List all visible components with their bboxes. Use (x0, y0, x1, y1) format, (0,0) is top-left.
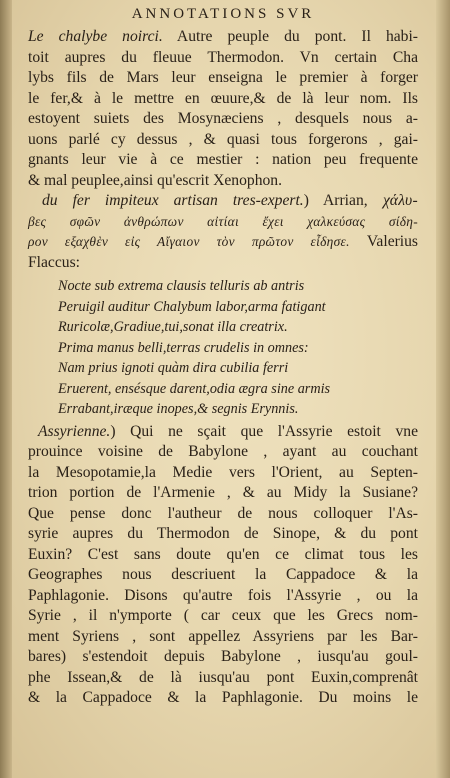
text-line: Flaccus: (28, 253, 80, 271)
verse-line: Ruricolæ,Gradiue,tui,sonat illa creatrix. (58, 319, 288, 335)
text-line: trion portion de l'Armenie , & au Midy la Susiane? (28, 484, 418, 501)
line-text: ) Arrian, (303, 192, 368, 209)
text-line: lybs fils de Mars leur enseigna le premier à forger (28, 69, 418, 86)
line-text: Autre peuple du pont. Il habi- (162, 28, 418, 45)
text-line: phe Issean,& de là iusqu'au pont Euxin,comprenât (28, 668, 418, 686)
line-text: ) Qui ne sçait que l'Assyrie estoit vne (110, 422, 418, 440)
annotation-chalybe (28, 27, 418, 191)
page-gutter (0, 0, 12, 778)
lemma: du fer impiteux artisan tres-expert. (42, 192, 304, 209)
running-header: ANNOTATIONS SVR (131, 6, 315, 22)
greek-line: βες σφῶν ἀνθρώπων αἰτίαι ἔχει χαλκεύσας σίδη- (28, 213, 418, 229)
annotation-assyrienne (28, 422, 418, 709)
text-line: Syrie , il n'ymporte ( car ceux que les Grecs nom- (28, 607, 418, 624)
annotation-fer (28, 191, 418, 273)
text-line: la Mesopotamie,la Medie vers l'Orient, au Septen- (28, 463, 418, 481)
text-line: bares) s'estendoit depuis Babylone , iusqu'au goul- (28, 648, 418, 665)
text-line: le fer,& à le mettre en œuure,& de là leur nom. Ils (28, 89, 418, 107)
text-line: Paphlagonie. Disons qu'autre fois l'Assyrie , ou la (28, 586, 418, 604)
greek-text: χάλυ- (367, 192, 419, 209)
verse-line: Eruerent, ensésque darent,odia ægra sine armis (58, 380, 331, 397)
text-line: ment Syriens , sont appellez Assyriens par les Bar- (28, 627, 418, 645)
text-line: estoyent suiets des Mosynæciens , desquels nous a- (28, 110, 418, 127)
text-line: & la Cappadoce & la Paphlagonie. Du moins le (28, 689, 418, 706)
verse-line: Nam prius ignoti quàm dira cubilia ferri (58, 360, 289, 376)
lemma: Assyrienne. (38, 422, 111, 440)
text-line (28, 232, 418, 253)
verse-line: Nocte sub extrema clausis telluris ab antris (58, 278, 305, 294)
text-line: Geographes nous descriuent la Cappadoce & la (28, 566, 418, 583)
text-line: Euxin? C'est sans doute qu'en ce climat tous les (28, 545, 418, 563)
text-line: uons parlé cy dessus , & quasi tous forgerons , gai- (28, 130, 418, 148)
text-line (28, 191, 418, 212)
verse-line: Errabant,iræque inopes,& segnis Erynnis. (58, 401, 299, 417)
greek-text: ρον εξαχθὲν εἰς Αἴγαιον τὸν πρῶτον εἶδησε. (28, 234, 350, 249)
line-text: Valerius (349, 233, 419, 250)
verse-line: Peruigil auditur Chalybum labor,arma fatigant (58, 298, 326, 315)
verse-line: Prima manus belli,terras crudelis in omnes: (58, 339, 309, 356)
text-line: Que pense donc l'autheur de nous colloquer l'As- (28, 504, 418, 522)
text-line: prouince voisine de Babylone , ayant au couchant (28, 443, 418, 460)
text-line: syrie aupres du Thermodon de Sinope, & du pont (28, 525, 418, 542)
verse-quote (28, 276, 418, 420)
page-content (28, 4, 418, 709)
lemma: Le chalybe noirci. (28, 28, 163, 45)
text-line (28, 422, 418, 443)
text-line (28, 27, 418, 48)
page-edge (436, 0, 450, 778)
text-line: gnants leur vie à ce mestier : nation peu frequente (28, 151, 418, 168)
text-line: toit aupres du fleuue Thermodon. Vn certain Cha (28, 48, 418, 66)
text-line: & mal peuplee,ainsi qu'escrit Xenophon. (28, 171, 282, 189)
